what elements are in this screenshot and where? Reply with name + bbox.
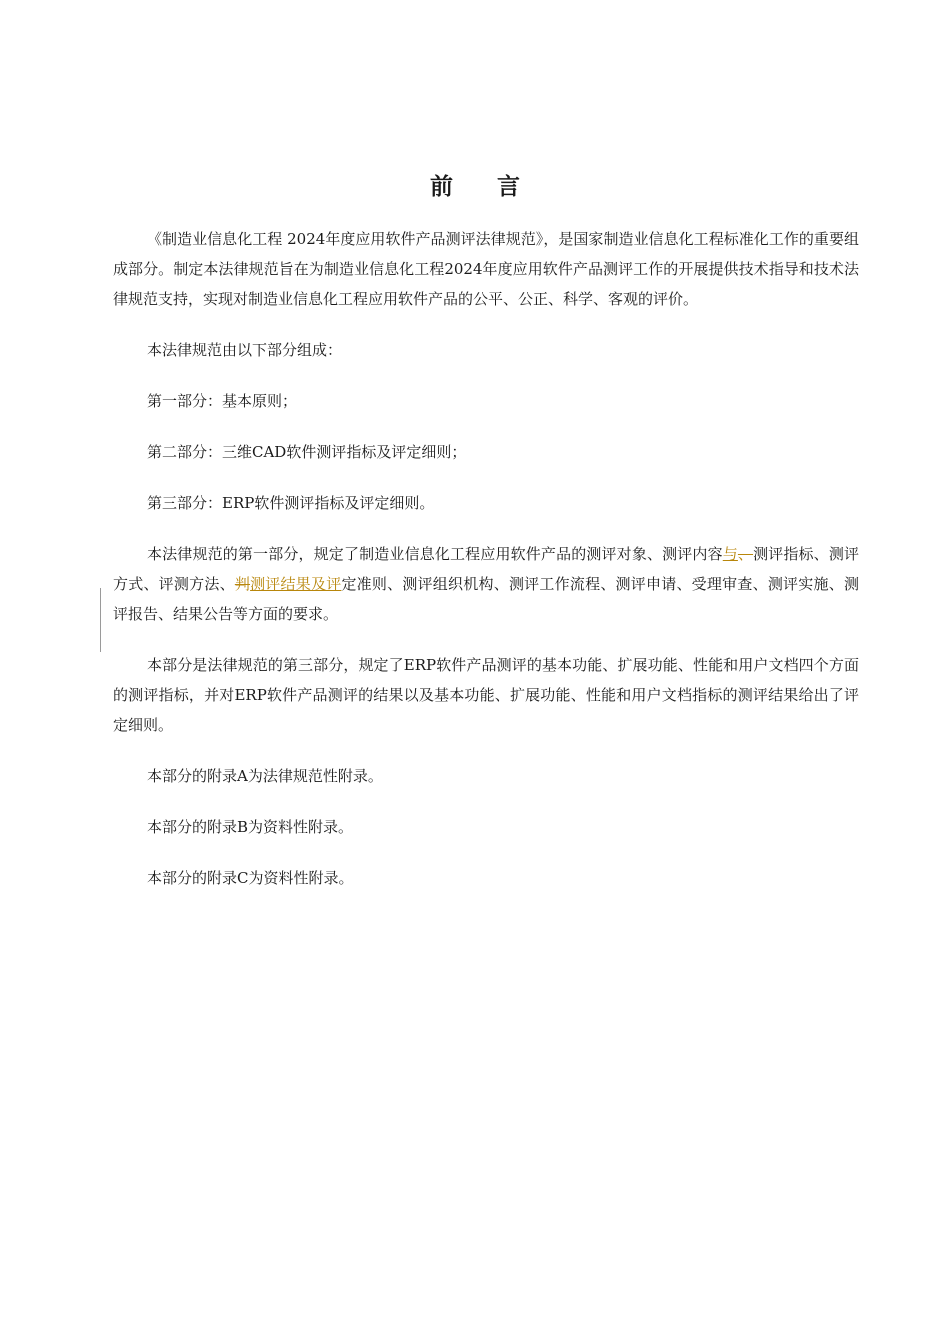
- paragraph-appendix-a: 本部分的附录A为法律规范性附录。: [147, 767, 383, 785]
- paragraph-appendix-c: 本部分的附录C为资料性附录。: [147, 869, 354, 887]
- paragraph-part-three: 第三部分：ERP软件测评指标及评定细则。: [147, 494, 435, 512]
- revision-change-bar: [100, 588, 101, 652]
- document-body: [113, 224, 859, 914]
- paragraph-part-one: 第一部分：基本原则；: [147, 392, 298, 410]
- paragraph-part-two: 第二部分：三维CAD软件测评指标及评定细则；: [147, 443, 467, 461]
- paragraph-composition: 本法律规范由以下部分组成：: [147, 341, 343, 359]
- tracked-deletion: 、: [737, 545, 754, 563]
- tracked-deletion: 判: [234, 575, 251, 593]
- tracked-insertion: 测评结果及评: [250, 575, 342, 593]
- tracked-insertion: 与: [722, 545, 738, 563]
- paragraph-part-three-scope: 本部分是法律规范的第三部分，规定了ERP软件产品测评的基本功能、扩展功能、性能和用户文档四个方面的测评指标，并对ERP软件产品测评的结果以及基本功能、扩展功能、性能和用户文档指标的测评结果给出了评定细则。: [113, 656, 859, 734]
- paragraph-appendix-b: 本部分的附录B为资料性附录。: [147, 818, 354, 836]
- text-segment: 定准则、测评组织机构、测评工作流程、测评申请、受理审查、测评实施、测评报告、结果公告等方面的要求。: [113, 575, 859, 623]
- paragraph-intro: 《制造业信息化工程 2024年度应用软件产品测评法律规范》，是国家制造业信息化工程标准化工作的重要组成部分。制定本法律规范旨在为制造业信息化工程2024年度应用软件产品测评工作的开展提供技术指导和技术法律规范支持，实现对制造业信息化工程应用软件产品的公平、公正、科学、客观的评价。: [113, 230, 859, 308]
- paragraph-part-one-scope: [113, 539, 859, 629]
- text-segment: 本法律规范的第一部分，规定了制造业信息化工程应用软件产品的测评对象、测评内容: [147, 545, 723, 563]
- text-segment: 测评指标、测评方式、评测方法、: [113, 545, 859, 593]
- page-title: 前 言: [429, 174, 538, 200]
